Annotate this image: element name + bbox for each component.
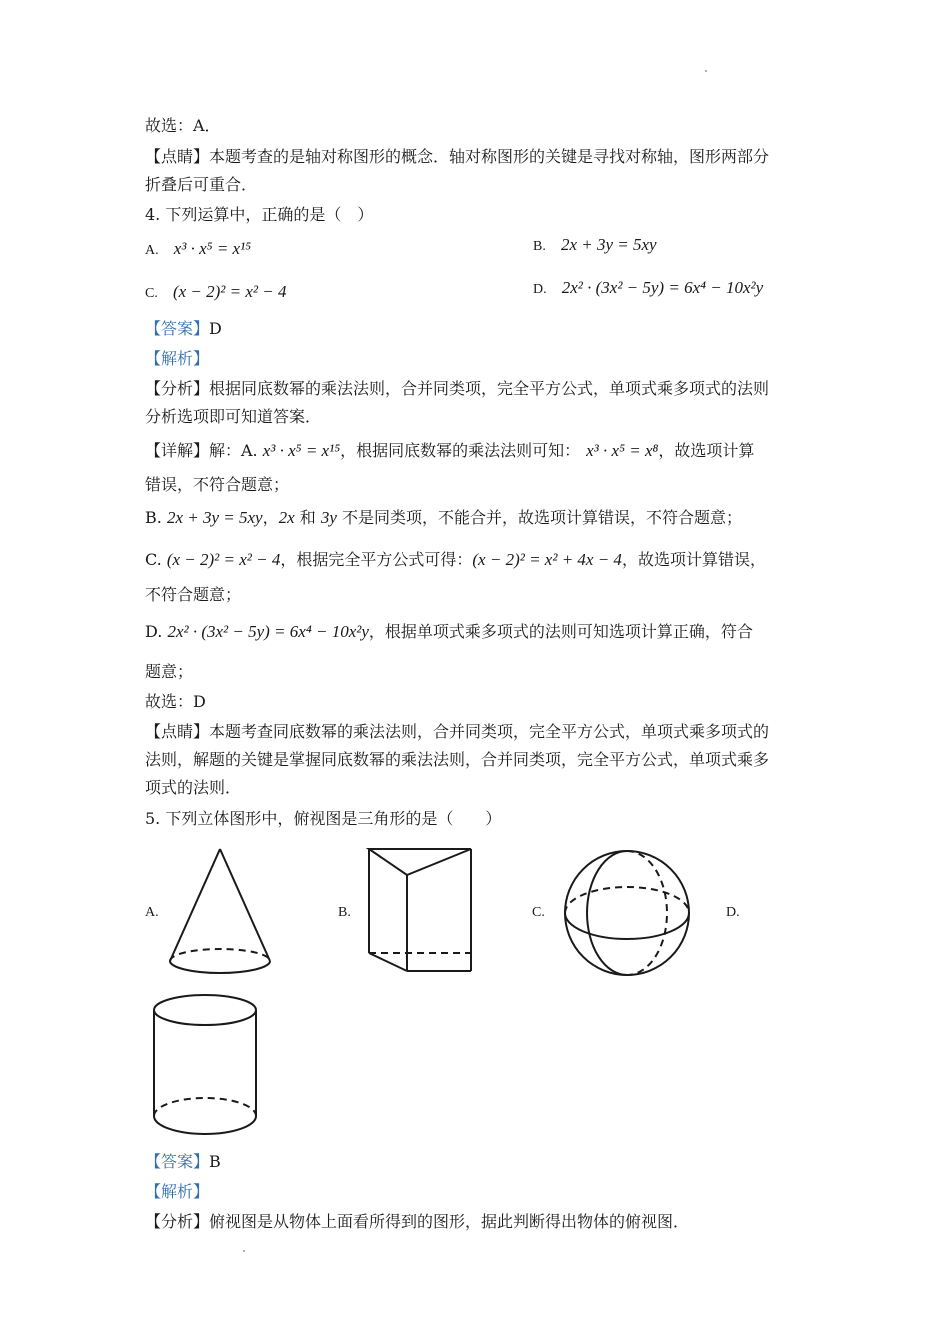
- q4-detail-b-expr: 2x + 3y = 5xy: [166, 508, 263, 527]
- q4-detail-d-suffix: ，根据单项式乘多项式的法则可知选项计算正确，符合: [368, 622, 753, 641]
- q4-option-a-label: A.: [145, 243, 159, 258]
- q4-detail-b-sep: ，: [262, 508, 279, 527]
- q4-option-c-expr: (x − 2)² = x² − 4: [172, 282, 287, 301]
- q4-option-d-label: D.: [533, 282, 547, 297]
- q4-detail-c-expr2: (x − 2)² = x² + 4x − 4: [472, 550, 622, 569]
- q5-stem: 5. 下列立体图形中，俯视图是三角形的是（ ）: [145, 809, 502, 828]
- q4-detail-c-expr: (x − 2)² = x² − 4: [166, 550, 281, 569]
- q4-option-b-expr: 2x + 3y = 5xy: [560, 235, 657, 254]
- q4-detail-b-term2: 3y: [320, 508, 337, 527]
- q4-option-a: [145, 238, 251, 262]
- q4-detail-b-suffix: 不是同类项，不能合并，故选项计算错误，不符合题意；: [336, 508, 742, 527]
- q4-option-b: [533, 234, 657, 258]
- q5-option-b-label: B.: [338, 905, 351, 920]
- q4-detail-c-cont: 不符合题意；: [145, 585, 242, 604]
- q4-detail-c-mid: ，根据完全平方公式可得：: [280, 550, 473, 569]
- q4-detail-a-prefix: 【详解】解：A.: [145, 441, 263, 460]
- q4-answer-tag: 【答案】: [145, 319, 210, 338]
- prev-comment-line-1: 【点睛】本题考查的是轴对称图形的概念．轴对称图形的关键是寻找对称轴，图形两部分: [145, 147, 770, 166]
- q4-detail-a-expr2: x³ · x⁵ = x⁸: [586, 441, 659, 460]
- q4-analysis-line-1: 【分析】根据同底数幂的乘法法则，合并同类项，完全平方公式，单项式乘多项式的法则: [145, 379, 770, 398]
- q5-option-d-label: D.: [726, 905, 740, 920]
- q4-detail-c-prefix: C.: [145, 550, 167, 569]
- q4-conclusion: 故选：D: [145, 692, 206, 711]
- q4-comment-line-3: 项式的法则．: [145, 778, 242, 797]
- q4-detail-a-suffix: ，故选项计算: [658, 441, 755, 460]
- q4-answer: [145, 318, 222, 340]
- q4-detail-b-and: 和: [294, 508, 321, 527]
- q4-detail-a-cont: 错误，不符合题意；: [145, 475, 290, 494]
- prev-conclusion: 故选：A．: [145, 116, 221, 135]
- q5-analysis-tag: 【解析】: [145, 1182, 210, 1201]
- q4-detail-b: [145, 507, 742, 529]
- q4-detail-c-suffix: ，故选项计算错误，: [621, 550, 766, 569]
- q4-detail-a-mid: ，根据同底数幂的乘法法则可知：: [340, 441, 581, 460]
- q4-comment-line-1: 【点睛】本题考查同底数幂的乘法法则，合并同类项，完全平方公式，单项式乘多项式的: [145, 722, 770, 741]
- q4-option-c: [145, 281, 286, 305]
- q5-answer-tag: 【答案】: [145, 1152, 210, 1171]
- q4-option-b-label: B.: [533, 239, 546, 254]
- q4-analysis-tag: 【解析】: [145, 349, 210, 368]
- q4-detail-d-expr: 2x² · (3x² − 5y) = 6x⁴ − 10x²y: [167, 622, 369, 641]
- q4-detail-a: [145, 440, 754, 462]
- q4-detail-d-prefix: D.: [145, 622, 168, 641]
- sphere-icon: [560, 846, 695, 981]
- q5-option-c-label: C.: [532, 905, 545, 920]
- q5-answer-value: B: [209, 1152, 221, 1171]
- q4-answer-value: D: [209, 319, 222, 338]
- q4-detail-b-prefix: B.: [145, 508, 167, 527]
- triangular-prism-icon: [365, 845, 475, 975]
- cylinder-icon: [150, 992, 260, 1142]
- page-speck: [705, 70, 707, 72]
- q4-stem: 4. 下列运算中，正确的是（ ）: [145, 205, 374, 224]
- q4-comment-line-2: 法则，解题的关键是掌握同底数幂的乘法法则，合并同类项，完全平方公式，单项式乘多: [145, 750, 770, 769]
- q4-detail-c: [145, 549, 766, 571]
- q4-detail-a-expr: x³ · x⁵ = x¹⁵: [262, 441, 341, 460]
- q5-analysis: 【分析】俯视图是从物体上面看所得到的图形，据此判断得出物体的俯视图．: [145, 1212, 690, 1231]
- q4-detail-d-cont: 题意；: [145, 662, 194, 681]
- q4-option-a-expr: x³ · x⁵ = x¹⁵: [173, 239, 252, 258]
- prev-comment-line-2: 折叠后可重合．: [145, 175, 258, 194]
- q5-option-a-label: A.: [145, 905, 159, 920]
- page-speck: [243, 1250, 245, 1252]
- q4-option-d: [533, 277, 763, 301]
- q4-option-c-label: C.: [145, 286, 158, 301]
- q4-detail-d: [145, 621, 753, 643]
- cone-icon: [160, 845, 280, 980]
- q4-option-d-expr: 2x² · (3x² − 5y) = 6x⁴ − 10x²y: [561, 278, 764, 297]
- q5-answer: [145, 1151, 221, 1173]
- q4-analysis-line-2: 分析选项即可知道答案．: [145, 407, 322, 426]
- q4-detail-b-term1: 2x: [278, 508, 295, 527]
